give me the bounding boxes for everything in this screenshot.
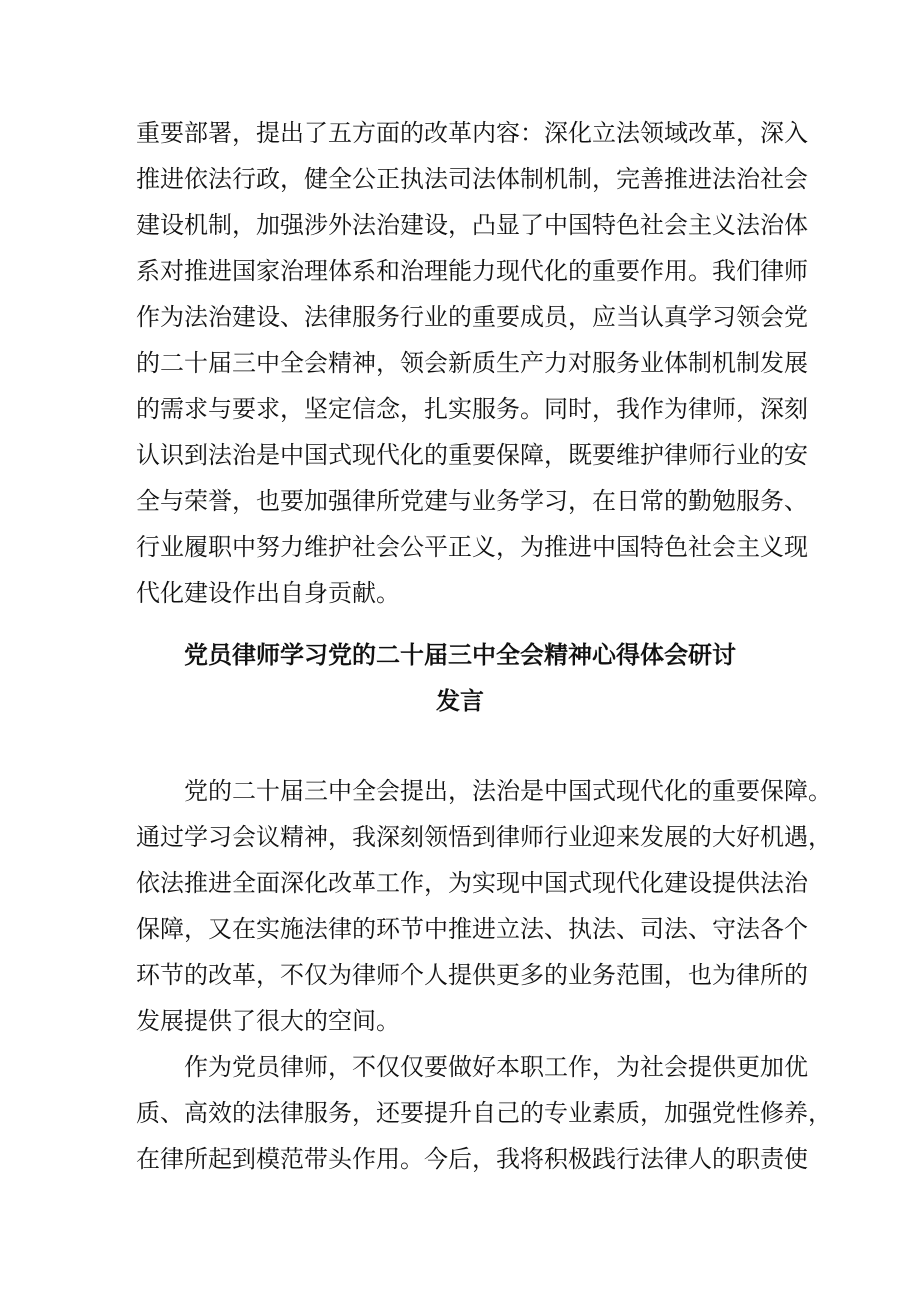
text-line: 发展提供了很大的空间。 — [136, 1007, 400, 1035]
text-line: 推进依法行政，健全公正执法司法体制机制，完善推进法治社会 — [136, 165, 808, 193]
text-line: 的需求与要求，坚定信念，扎实服务。同时，我作为律师，深刻 — [136, 395, 808, 423]
text-line: 全与荣誉，也要加强律所党建与业务学习，在日常的勤勉服务、 — [136, 487, 808, 515]
text-line: 党的二十届三中全会提出，法治是中国式现代化的重要保障。 — [184, 777, 832, 805]
text-line: 建设机制，加强涉外法治建设，凸显了中国特色社会主义法治体 — [136, 211, 808, 239]
text-line: 通过学习会议精神，我深刻领悟到律师行业迎来发展的大好机遇， — [136, 823, 832, 851]
text-line: 环节的改革，不仅为律师个人提供更多的业务范围，也为律所的 — [136, 961, 808, 989]
text-line: 作为党员律师，不仅仅要做好本职工作，为社会提供更加优 — [184, 1053, 808, 1081]
text-line: 依法推进全面深化改革工作，为实现中国式现代化建设提供法治 — [136, 869, 808, 897]
text-line: 认识到法治是中国式现代化的重要保障，既要维护律师行业的安 — [136, 441, 808, 469]
section-title-line: 党员律师学习党的二十届三中全会精神心得体会研讨 — [184, 641, 736, 669]
text-line: 作为法治建设、法律服务行业的重要成员，应当认真学习领会党 — [136, 303, 808, 331]
section-title-line: 发言 — [436, 687, 484, 715]
text-line: 的二十届三中全会精神，领会新质生产力对服务业体制机制发展 — [136, 349, 808, 377]
text-line: 系对推进国家治理体系和治理能力现代化的重要作用。我们律师 — [136, 257, 808, 285]
text-line: 保障，又在实施法律的环节中推进立法、执法、司法、守法各个 — [136, 915, 808, 943]
text-line: 代化建设作出自身贡献。 — [136, 579, 400, 607]
text-line: 重要部署，提出了五方面的改革内容：深化立法领域改革，深入 — [136, 119, 808, 147]
text-line: 质、高效的法律服务，还要提升自己的专业素质，加强党性修养， — [136, 1099, 832, 1127]
text-line: 行业履职中努力维护社会公平正义，为推进中国特色社会主义现 — [136, 533, 808, 561]
text-line: 在律所起到模范带头作用。今后，我将积极践行法律人的职责使 — [136, 1145, 808, 1173]
